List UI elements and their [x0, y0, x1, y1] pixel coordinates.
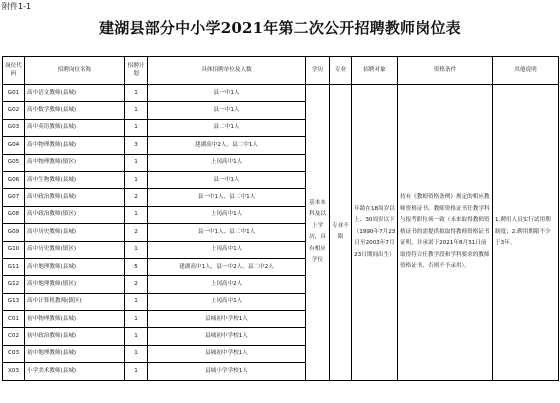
cell-code: C03: [3, 345, 25, 362]
cell-units: 县一中1人: [148, 102, 306, 119]
cell-position: 高中政治教师(县城): [25, 189, 125, 206]
cell-plan: 3: [125, 137, 148, 154]
cell-plan: 1: [125, 85, 148, 102]
cell-qualification: 持有《教师资格条例》规定的相应教师资格证书，教师资格证书任教学科与报考职位须一致（未来取得教师资格证书的需提供拟取得教师资格证书证明，并承诺于2021年8月31日前取得符合任教学段和学科要求的教师资格证书，否则不予录用）。: [398, 85, 493, 381]
cell-code: G09: [3, 224, 25, 241]
header-other: 其他说明: [493, 57, 559, 85]
cell-position: 高中英语教师(县城): [25, 119, 125, 136]
cell-units: 县一中1人、县二中1人: [148, 189, 306, 206]
cell-plan: 5: [125, 258, 148, 275]
table-row: [3, 85, 559, 102]
cell-code: G05: [3, 154, 25, 171]
page-title: 建湖县部分中小学2021年第二次公开招聘教师岗位表: [99, 19, 461, 37]
header-plan: 招聘计划: [125, 57, 148, 85]
cell-plan: 1: [125, 241, 148, 258]
cell-position: 初中政治教师(县城): [25, 328, 125, 345]
cell-units: 县城初中学校1人: [148, 345, 306, 362]
cell-units: 县一中1人: [148, 171, 306, 188]
cell-code: G04: [3, 137, 25, 154]
cell-units: 县一中1人、县二中1人: [148, 224, 306, 241]
cell-units: 上冈高中2人: [148, 276, 306, 293]
cell-code: G03: [3, 119, 25, 136]
cell-plan: 1: [125, 311, 148, 328]
cell-units: 县城小学学校1人: [148, 363, 306, 380]
cell-code: G12: [3, 276, 25, 293]
cell-units: 建湖高中1人、县一中2人、县二中2人: [148, 258, 306, 275]
cell-position: 高中政治教师(镇区): [25, 206, 125, 223]
cell-code: G10: [3, 241, 25, 258]
cell-units: 县城初中学校1人: [148, 311, 306, 328]
cell-position: 高中物理教师(县城): [25, 137, 125, 154]
cell-units: 县一中1人: [148, 85, 306, 102]
cell-units: 县城初中学校1人: [148, 328, 306, 345]
header-qualification: 资格条件: [398, 57, 493, 85]
header-units: 具体招聘单位及人数: [148, 57, 306, 85]
cell-target: 年龄在18周岁以上、30周岁以下（1990年7月23日至2003年7月23日期间出生）: [352, 85, 398, 381]
cell-code: G06: [3, 171, 25, 188]
header-target: 招聘对象: [352, 57, 398, 85]
cell-units: 上冈高中1人: [148, 241, 306, 258]
cell-position: 初中物理教师(县城): [25, 311, 125, 328]
cell-position: 高中地理教师(镇区): [25, 276, 125, 293]
cell-plan: 2: [125, 189, 148, 206]
cell-code: X03: [3, 363, 25, 380]
cell-units: 上冈高中1人: [148, 154, 306, 171]
cell-position: 小学美术教师(县城): [25, 363, 125, 380]
table-header-row: [3, 57, 559, 85]
cell-position: 高中语文教师(县城): [25, 85, 125, 102]
header-major: 专业: [330, 57, 352, 85]
cell-position: 高中地理教师(县城): [25, 258, 125, 275]
positions-table: [2, 56, 559, 381]
cell-position: 高中物理教师(镇区): [25, 154, 125, 171]
cell-position: 高中数学教师(县城): [25, 102, 125, 119]
cell-code: C01: [3, 311, 25, 328]
cell-units: 县二中1人: [148, 119, 306, 136]
cell-code: G07: [3, 189, 25, 206]
cell-education: 基本本科及以上学历，具有相应学位: [306, 85, 330, 381]
cell-code: G08: [3, 206, 25, 223]
header-education: 学历: [306, 57, 330, 85]
cell-plan: 1: [125, 328, 148, 345]
cell-position: 高中历史教师(县城): [25, 224, 125, 241]
cell-plan: 1: [125, 363, 148, 380]
cell-code: G02: [3, 102, 25, 119]
header-code: 岗位代码: [3, 57, 25, 85]
attachment-label: 附件1-1: [2, 2, 32, 11]
cell-code: G13: [3, 293, 25, 310]
cell-plan: 1: [125, 171, 148, 188]
cell-major: 专业不限: [330, 85, 352, 381]
cell-plan: 1: [125, 102, 148, 119]
cell-position: 高中计算机教师(镇区): [25, 293, 125, 310]
cell-plan: 1: [125, 293, 148, 310]
cell-plan: 1: [125, 119, 148, 136]
cell-other: 1.聘用人员实行试用期制度；2.聘用期限不少于3年。: [493, 85, 559, 381]
cell-plan: 2: [125, 276, 148, 293]
cell-plan: 1: [125, 154, 148, 171]
cell-code: G11: [3, 258, 25, 275]
cell-plan: 2: [125, 224, 148, 241]
cell-code: C02: [3, 328, 25, 345]
header-position: 招聘岗位名称: [25, 57, 125, 85]
cell-plan: 1: [125, 345, 148, 362]
cell-units: 上冈高中1人: [148, 206, 306, 223]
cell-code: G01: [3, 85, 25, 102]
cell-units: 建湖高中2人、县二中1人: [148, 137, 306, 154]
cell-units: 上冈高中1人: [148, 293, 306, 310]
cell-plan: 1: [125, 206, 148, 223]
cell-position: 高中历史教师(镇区): [25, 241, 125, 258]
cell-position: 高中生物教师(县城): [25, 171, 125, 188]
cell-position: 初中地理教师(县城): [25, 345, 125, 362]
